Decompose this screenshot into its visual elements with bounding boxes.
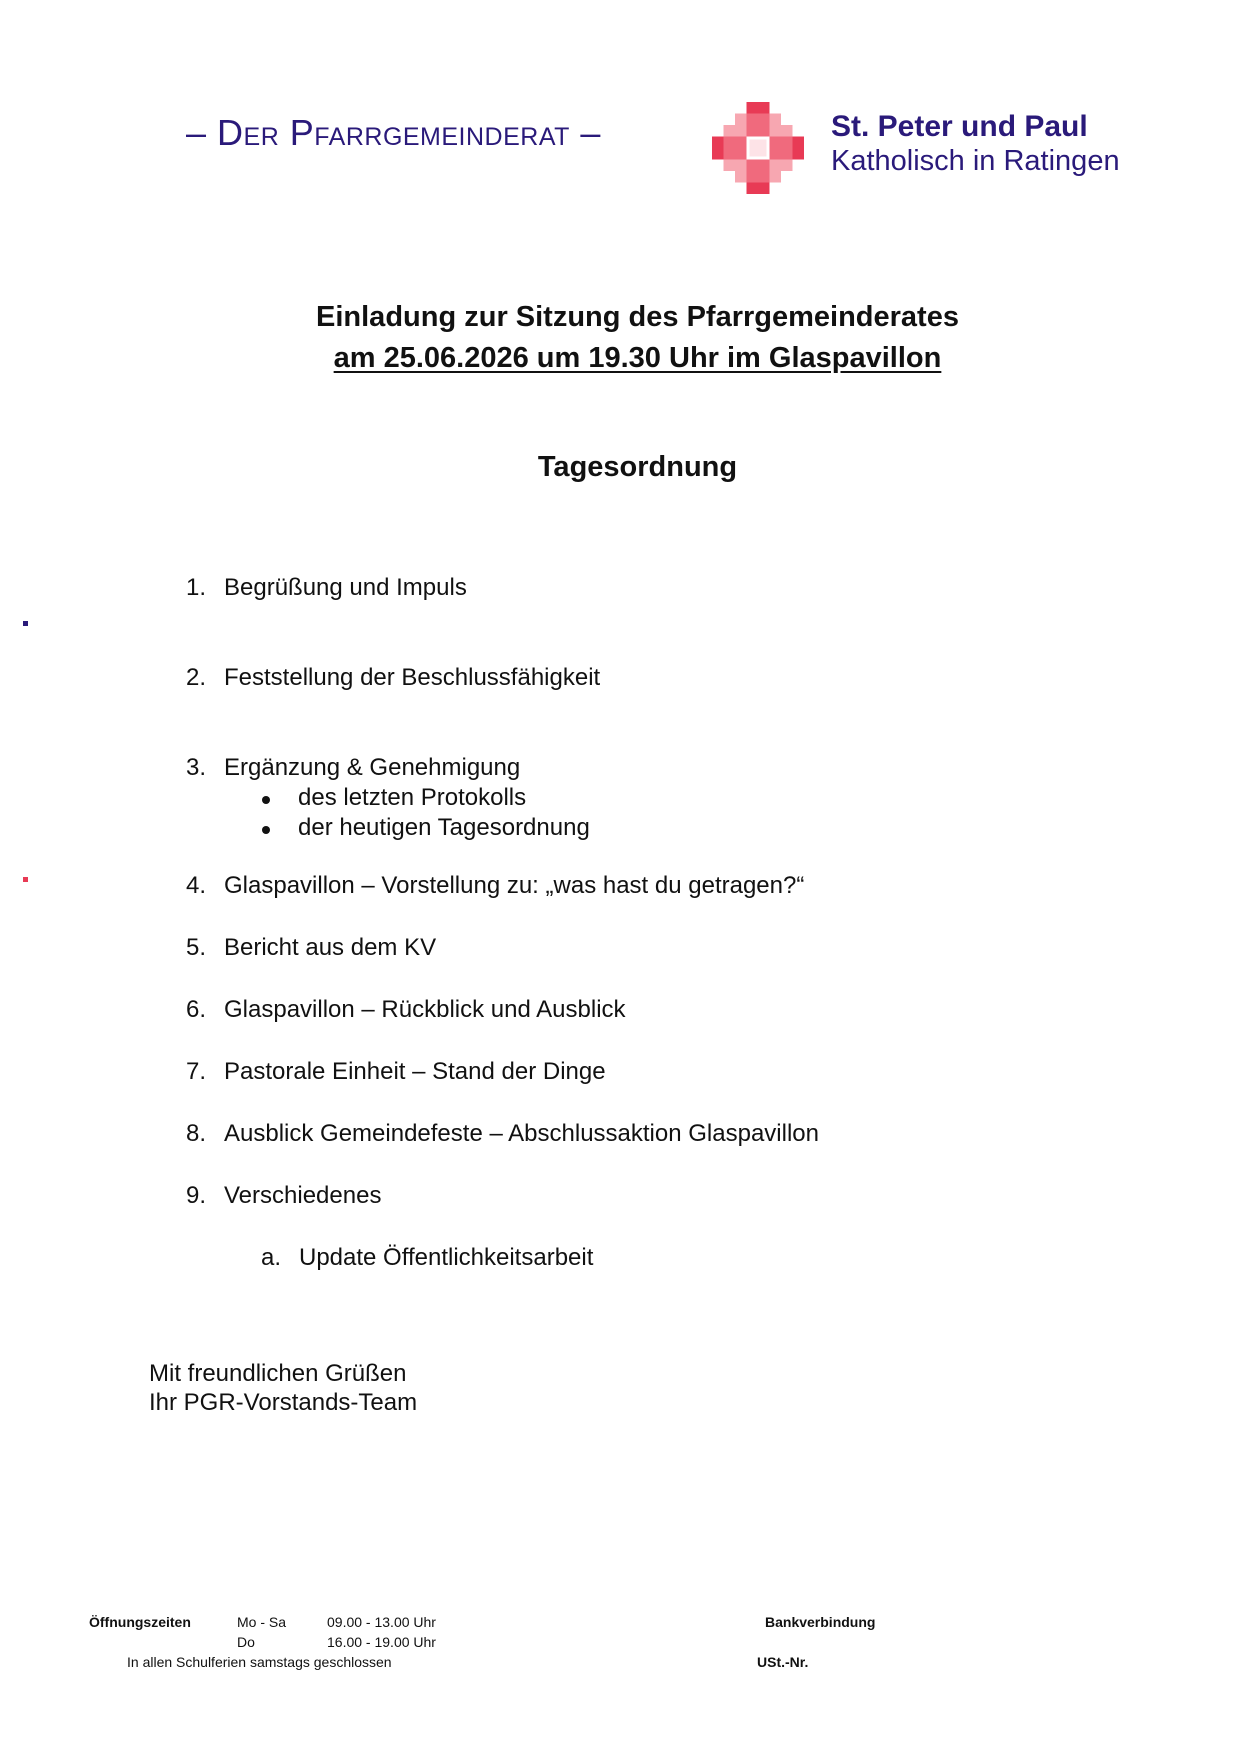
agenda-item-number: 5. [186, 934, 207, 961]
agenda-item-text: Bericht aus dem KV [224, 934, 437, 961]
header-title [186, 112, 601, 154]
agenda-item [186, 1058, 606, 1086]
agenda-bullet-item: der heutigen Tagesordnung [298, 814, 590, 841]
agenda-item [186, 664, 600, 692]
agenda-item-text: Ergänzung & Genehmigung [224, 754, 521, 781]
margin-mark-pink [23, 877, 28, 882]
agenda-item-text: Begrüßung und Impuls [224, 574, 467, 601]
agenda-item [186, 996, 626, 1024]
agenda-item [186, 934, 436, 962]
agenda-item [186, 574, 467, 602]
closing [149, 1359, 417, 1417]
agenda-item [186, 1182, 381, 1210]
agenda-item-number: 4. [186, 872, 207, 899]
agenda-subitem-letter: a. [261, 1244, 282, 1271]
opening-hours-time: 16.00 - 19.00 Uhr [327, 1634, 436, 1650]
header-title-text: – Der Pfarrgemeinderat – [186, 112, 601, 153]
agenda-item [186, 754, 520, 782]
closing-signature: Ihr PGR-Vorstands-Team [149, 1389, 418, 1416]
agenda-item-number: 7. [186, 1058, 207, 1085]
closing-greeting: Mit freundlichen Grüßen [149, 1360, 407, 1387]
bank-label: Bankverbindung [765, 1614, 876, 1630]
agenda-item-text: Ausblick Gemeindefeste – Abschlussaktion Glaspavillon [224, 1120, 819, 1147]
agenda-item-text: Feststellung der Beschlussfähigkeit [224, 664, 601, 691]
agenda-item [186, 1120, 819, 1148]
invitation-date-text: am 25.06.2026 um 19.30 Uhr im Glaspavillon [333, 342, 942, 374]
agenda-item-number: 2. [186, 664, 207, 691]
agenda-item-text: Pastorale Einheit – Stand der Dinge [224, 1058, 606, 1085]
agenda-item-text: Verschiedenes [224, 1182, 382, 1209]
agenda-bullet-item: des letzten Protokolls [298, 784, 527, 811]
agenda-item-number: 8. [186, 1120, 207, 1147]
parish-cross-logo [712, 102, 804, 194]
opening-hours-time: 09.00 - 13.00 Uhr [327, 1614, 436, 1630]
margin-mark-blue [23, 621, 28, 626]
opening-hours-label: Öffnungszeiten [89, 1614, 191, 1630]
bullet-icon [262, 826, 270, 834]
agenda-item-number: 1. [186, 574, 207, 601]
agenda-subitem-text: Update Öffentlichkeitsarbeit [299, 1244, 594, 1271]
tax-label: USt.-Nr. [757, 1654, 809, 1670]
invitation-date-line [0, 342, 1240, 375]
agenda-item-text: Glaspavillon – Rückblick und Ausblick [224, 996, 626, 1023]
agenda-item-number: 6. [186, 996, 207, 1023]
logo-name: St. Peter und Paul [831, 110, 1088, 143]
opening-hours-note: In allen Schulferien samstags geschlossen [127, 1654, 392, 1670]
opening-hours-days: Do [237, 1634, 255, 1650]
agenda-subitem [261, 1244, 593, 1272]
bullet-icon [262, 796, 270, 804]
invitation-title: Einladung zur Sitzung des Pfarrgemeinderates [316, 301, 959, 333]
agenda-item-number: 9. [186, 1182, 207, 1209]
agenda-item [186, 872, 804, 900]
opening-hours-days: Mo - Sa [237, 1614, 287, 1630]
agenda-item-number: 3. [186, 754, 207, 781]
logo-subtitle: Katholisch in Ratingen [831, 145, 1120, 177]
agenda-heading: Tagesordnung [537, 451, 738, 483]
agenda-item-text: Glaspavillon – Vorstellung zu: „was hast du getragen?“ [224, 872, 805, 899]
